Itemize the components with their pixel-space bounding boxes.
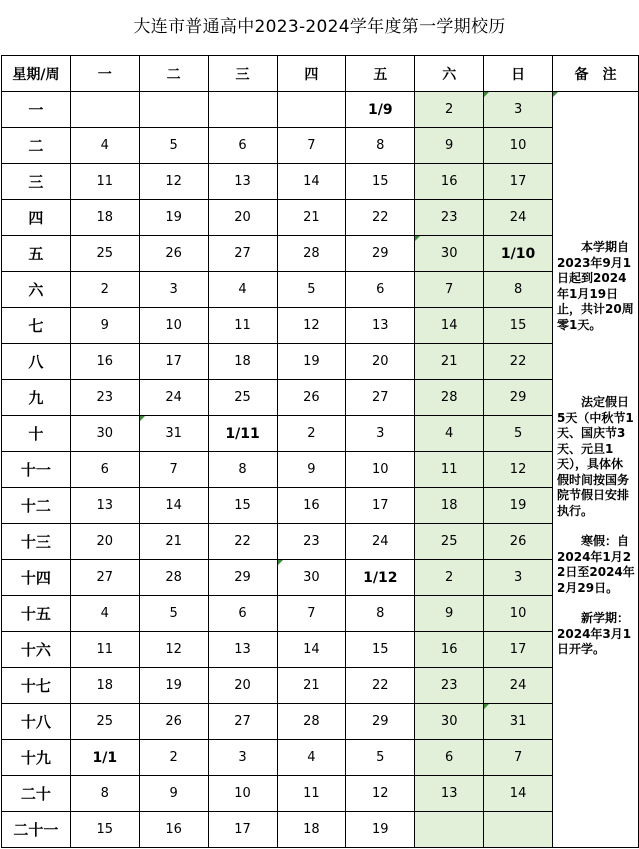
day-cell: 26	[139, 236, 208, 272]
day-cell: 8	[346, 596, 415, 632]
day-cell: 5	[484, 416, 553, 452]
day-cell: 21	[277, 200, 346, 236]
day-cell: 17	[139, 344, 208, 380]
day-cell	[415, 812, 484, 848]
day-cell: 19	[139, 668, 208, 704]
day-cell: 4	[208, 272, 277, 308]
week-row	[2, 740, 639, 776]
note-paragraph: 本学期自2023年9月1日起到2024年1月19日止，共计20周零1天。	[557, 240, 634, 332]
day-cell: 21	[139, 524, 208, 560]
day-cell: 25	[415, 524, 484, 560]
day-header-fri: 五	[346, 56, 415, 92]
day-cell: 9	[70, 308, 139, 344]
note-paragraph: 寒假：自2024年1月22日至2024年2月29日。	[557, 534, 635, 595]
week-row	[2, 164, 639, 200]
week-row	[2, 92, 639, 128]
day-cell: 22	[208, 524, 277, 560]
day-cell: 7	[415, 272, 484, 308]
week-row	[2, 488, 639, 524]
day-cell: 7	[277, 128, 346, 164]
week-label: 十八	[2, 704, 71, 740]
day-cell: 6	[70, 452, 139, 488]
day-cell: 27	[70, 560, 139, 596]
day-cell: 14	[277, 632, 346, 668]
day-cell: 30	[277, 560, 346, 596]
day-cell: 1/1	[70, 740, 139, 776]
day-cell: 10	[484, 128, 553, 164]
day-cell: 13	[415, 776, 484, 812]
day-cell: 7	[277, 596, 346, 632]
week-label: 十九	[2, 740, 71, 776]
day-cell: 14	[139, 488, 208, 524]
day-cell: 4	[415, 416, 484, 452]
week-row	[2, 236, 639, 272]
day-cell: 23	[415, 668, 484, 704]
day-cell: 1/11	[208, 416, 277, 452]
day-cell	[277, 92, 346, 128]
calendar-body	[2, 56, 639, 848]
day-cell: 15	[208, 488, 277, 524]
day-cell: 29	[346, 704, 415, 740]
day-cell: 26	[484, 524, 553, 560]
day-cell: 12	[139, 164, 208, 200]
day-cell: 9	[415, 128, 484, 164]
day-cell: 12	[484, 452, 553, 488]
day-cell: 18	[70, 668, 139, 704]
day-cell: 28	[139, 560, 208, 596]
day-cell: 11	[277, 776, 346, 812]
day-cell: 17	[484, 632, 553, 668]
week-label: 八	[2, 344, 71, 380]
day-cell: 17	[208, 812, 277, 848]
week-row	[2, 704, 639, 740]
week-label: 十	[2, 416, 71, 452]
day-cell: 13	[208, 164, 277, 200]
day-cell: 24	[484, 668, 553, 704]
week-row	[2, 452, 639, 488]
day-cell: 26	[139, 704, 208, 740]
day-cell: 30	[415, 704, 484, 740]
day-cell: 10	[208, 776, 277, 812]
week-label: 四	[2, 200, 71, 236]
day-cell: 15	[484, 308, 553, 344]
week-row	[2, 812, 639, 848]
day-cell: 8	[70, 776, 139, 812]
day-cell: 25	[70, 236, 139, 272]
day-header-wed: 三	[208, 56, 277, 92]
day-cell: 11	[70, 164, 139, 200]
day-cell: 5	[277, 272, 346, 308]
day-cell: 5	[139, 596, 208, 632]
day-cell: 2	[415, 92, 484, 128]
day-header-tue: 二	[139, 56, 208, 92]
day-cell: 22	[346, 200, 415, 236]
week-label: 二十	[2, 776, 71, 812]
day-cell: 16	[139, 812, 208, 848]
day-cell: 19	[277, 344, 346, 380]
day-cell: 16	[70, 344, 139, 380]
day-header-mon: 一	[70, 56, 139, 92]
day-cell: 27	[208, 236, 277, 272]
week-label: 一	[2, 92, 71, 128]
week-label: 二十一	[2, 812, 71, 848]
day-cell	[70, 92, 139, 128]
week-label: 六	[2, 272, 71, 308]
week-label: 十五	[2, 596, 71, 632]
day-cell: 16	[277, 488, 346, 524]
day-cell: 14	[277, 164, 346, 200]
calendar-table	[1, 55, 639, 848]
day-cell: 21	[415, 344, 484, 380]
day-cell: 2	[139, 740, 208, 776]
day-cell: 6	[415, 740, 484, 776]
week-label: 二	[2, 128, 71, 164]
week-label: 七	[2, 308, 71, 344]
week-row	[2, 596, 639, 632]
day-cell: 26	[277, 380, 346, 416]
day-cell: 28	[277, 236, 346, 272]
day-cell: 25	[70, 704, 139, 740]
page-title: 大连市普通高中2023-2024学年度第一学期校历	[133, 17, 506, 37]
week-row	[2, 380, 639, 416]
day-cell: 23	[277, 524, 346, 560]
week-row	[2, 632, 639, 668]
day-cell: 24	[346, 524, 415, 560]
day-cell: 10	[346, 452, 415, 488]
week-row	[2, 200, 639, 236]
week-row	[2, 668, 639, 704]
note-paragraph: 新学期：2024年3月1日开学。	[557, 611, 632, 656]
day-cell: 19	[139, 200, 208, 236]
day-cell: 27	[346, 380, 415, 416]
week-row	[2, 272, 639, 308]
header-row	[2, 56, 639, 92]
week-row	[2, 344, 639, 380]
day-cell: 25	[208, 380, 277, 416]
note-paragraph: 法定假日5天（中秋节1天、国庆节3天、元旦1天），具体休假时间按国务院节假日安排执行。	[557, 395, 634, 518]
day-cell: 21	[277, 668, 346, 704]
day-cell: 14	[415, 308, 484, 344]
week-label: 九	[2, 380, 71, 416]
week-label: 十七	[2, 668, 71, 704]
day-cell: 7	[139, 452, 208, 488]
day-cell: 18	[208, 344, 277, 380]
week-label: 十二	[2, 488, 71, 524]
day-cell: 3	[208, 740, 277, 776]
week-label: 五	[2, 236, 71, 272]
day-cell: 11	[208, 308, 277, 344]
day-header-sat: 六	[415, 56, 484, 92]
day-cell: 3	[346, 416, 415, 452]
day-cell: 10	[484, 596, 553, 632]
day-cell: 28	[277, 704, 346, 740]
day-cell: 30	[415, 236, 484, 272]
day-cell: 3	[139, 272, 208, 308]
day-cell: 19	[484, 488, 553, 524]
day-cell: 1/9	[346, 92, 415, 128]
day-cell: 4	[70, 596, 139, 632]
day-cell: 30	[70, 416, 139, 452]
day-cell: 3	[484, 560, 553, 596]
day-cell: 13	[70, 488, 139, 524]
day-cell	[139, 92, 208, 128]
week-row	[2, 776, 639, 812]
day-cell: 20	[70, 524, 139, 560]
day-cell: 2	[70, 272, 139, 308]
day-header-thu: 四	[277, 56, 346, 92]
day-cell: 15	[346, 164, 415, 200]
week-label: 十六	[2, 632, 71, 668]
day-header-sun: 日	[484, 56, 553, 92]
day-cell: 12	[139, 632, 208, 668]
day-cell: 12	[277, 308, 346, 344]
day-cell: 12	[346, 776, 415, 812]
week-label: 十三	[2, 524, 71, 560]
week-row	[2, 560, 639, 596]
day-cell: 29	[346, 236, 415, 272]
day-cell: 28	[415, 380, 484, 416]
day-cell: 8	[208, 452, 277, 488]
day-cell: 24	[484, 200, 553, 236]
day-cell: 6	[208, 128, 277, 164]
day-cell: 20	[346, 344, 415, 380]
week-label: 十一	[2, 452, 71, 488]
day-cell: 24	[139, 380, 208, 416]
day-cell: 14	[484, 776, 553, 812]
day-cell	[484, 812, 553, 848]
day-cell: 6	[208, 596, 277, 632]
day-cell: 4	[70, 128, 139, 164]
week-column-header: 星期/周	[2, 56, 71, 92]
day-cell: 9	[277, 452, 346, 488]
week-row	[2, 524, 639, 560]
day-cell: 1/12	[346, 560, 415, 596]
day-cell: 18	[70, 200, 139, 236]
day-cell	[208, 92, 277, 128]
notes-cell	[553, 92, 639, 848]
day-cell: 18	[415, 488, 484, 524]
day-cell: 20	[208, 200, 277, 236]
day-cell: 1/10	[484, 236, 553, 272]
day-cell: 31	[484, 704, 553, 740]
day-cell: 9	[415, 596, 484, 632]
day-cell: 13	[208, 632, 277, 668]
day-cell: 15	[70, 812, 139, 848]
day-cell: 29	[484, 380, 553, 416]
day-cell: 7	[484, 740, 553, 776]
day-cell: 11	[70, 632, 139, 668]
day-cell: 27	[208, 704, 277, 740]
week-row	[2, 416, 639, 452]
day-cell: 2	[277, 416, 346, 452]
day-cell: 8	[484, 272, 553, 308]
day-cell: 23	[415, 200, 484, 236]
day-cell: 31	[139, 416, 208, 452]
day-cell: 29	[208, 560, 277, 596]
day-cell: 3	[484, 92, 553, 128]
day-cell: 22	[346, 668, 415, 704]
day-cell: 18	[277, 812, 346, 848]
notes-column-header: 备 注	[553, 56, 639, 92]
week-label: 三	[2, 164, 71, 200]
day-cell: 15	[346, 632, 415, 668]
day-cell: 23	[70, 380, 139, 416]
day-cell: 10	[139, 308, 208, 344]
day-cell: 20	[208, 668, 277, 704]
day-cell: 22	[484, 344, 553, 380]
day-cell: 2	[415, 560, 484, 596]
day-cell: 5	[139, 128, 208, 164]
day-cell: 16	[415, 164, 484, 200]
day-cell: 11	[415, 452, 484, 488]
week-row	[2, 308, 639, 344]
day-cell: 9	[139, 776, 208, 812]
day-cell: 5	[346, 740, 415, 776]
week-row	[2, 128, 639, 164]
day-cell: 17	[346, 488, 415, 524]
day-cell: 16	[415, 632, 484, 668]
day-cell: 8	[346, 128, 415, 164]
day-cell: 17	[484, 164, 553, 200]
day-cell: 6	[346, 272, 415, 308]
day-cell: 19	[346, 812, 415, 848]
day-cell: 13	[346, 308, 415, 344]
day-cell: 4	[277, 740, 346, 776]
week-label: 十四	[2, 560, 71, 596]
